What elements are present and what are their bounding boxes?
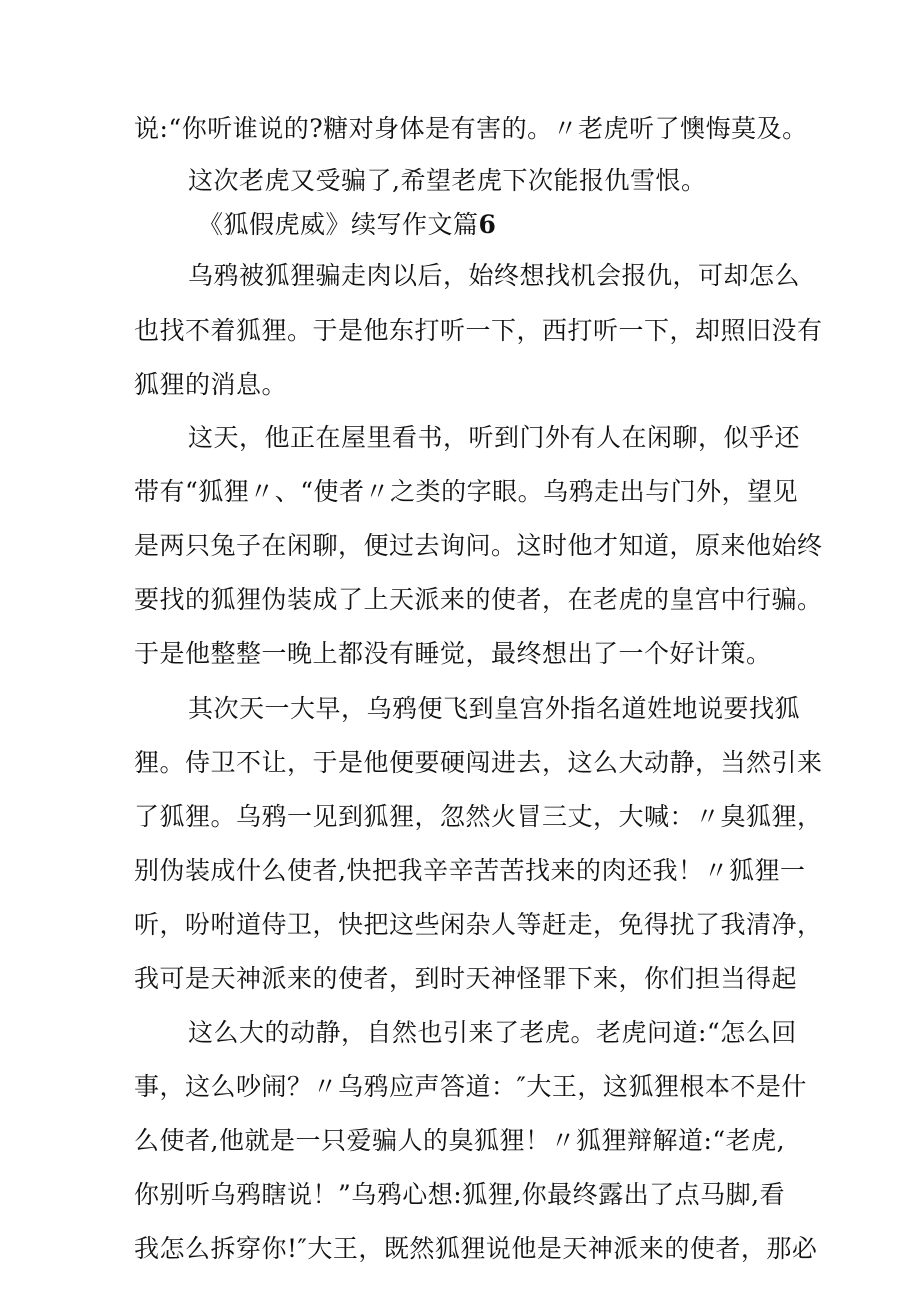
paragraph-line: 乌鸦被狐狸骗走肉以后，始终想找机会报仇，可却怎么	[188, 261, 801, 290]
paragraph-line: 事，这么吵闹？〃乌鸦应声答道：″大王，这狐狸根本不是什	[134, 1072, 807, 1101]
section-title-number: 6	[478, 210, 497, 239]
section-title	[0, 198, 920, 252]
paragraph-line: 了狐狸。乌鸦一见到狐狸，忽然火冒三丈，大喊：〃臭狐狸，	[134, 802, 823, 831]
section-title-text: 《狐假虎威》续写作文篇	[198, 210, 479, 239]
paragraph-line: 是两只兔子在闲聊，便过去询问。这时他才知道，原来他始终	[134, 531, 823, 560]
paragraph-line: 这么大的动静，自然也引来了老虎。老虎问道:“怎么回	[188, 1018, 797, 1047]
paragraph-line: 别伪装成什么使者,快把我辛辛苦苦找来的肉还我！〃狐狸一	[134, 856, 806, 885]
paragraph-line: 我怎么拆穿你!″大王，既然狐狸说他是天神派来的使者，那必	[134, 1234, 818, 1263]
paragraph-line: 其次天一大早，乌鸦便飞到皇宫外指名道姓地说要找狐	[188, 694, 801, 723]
paragraph-line: 你别听乌鸦瞎说！”乌鸦心想:狐狸,你最终露出了点马脚,看	[134, 1180, 786, 1209]
paragraph-line: 这次老虎又受骗了,希望老虎下次能报仇雪恨。	[188, 166, 707, 195]
paragraph-line: 狐狸的消息。	[134, 370, 288, 399]
paragraph-line: 听，吩咐道侍卫，快把这些闲杂人等赶走，免得扰了我清净，	[134, 910, 823, 939]
paragraph-line: 么使者,他就是一只爱骗人的臭狐狸！〃狐狸辩解道:“老虎,	[134, 1126, 786, 1155]
paragraph-line: 于是他整整一晚上都没有睡觉，最终想出了一个好计策。	[134, 639, 772, 668]
paragraph-line: 狸。侍卫不让，于是他便要硬闯进去，这么大动静，当然引来	[134, 748, 823, 777]
paragraph-line: 这天，他正在屋里看书，听到门外有人在闲聊，似乎还	[188, 423, 801, 452]
paragraph-line: 说:“你听谁说的?糖对身体是有害的。〃老虎听了懊悔莫及。	[134, 114, 808, 143]
paragraph-line: 也找不着狐狸。于是他东打听一下，西打听一下，却照旧没有	[134, 316, 823, 345]
paragraph-line: 我可是天神派来的使者，到时天神怪罪下来，你们担当得起	[134, 964, 798, 993]
paragraph-line: 带有“狐狸〃、“使者〃之类的字眼。乌鸦走出与门外，望见	[134, 477, 799, 506]
paragraph-line: 要找的狐狸伪装成了上天派来的使者，在老虎的皇宫中行骗。	[134, 585, 823, 614]
